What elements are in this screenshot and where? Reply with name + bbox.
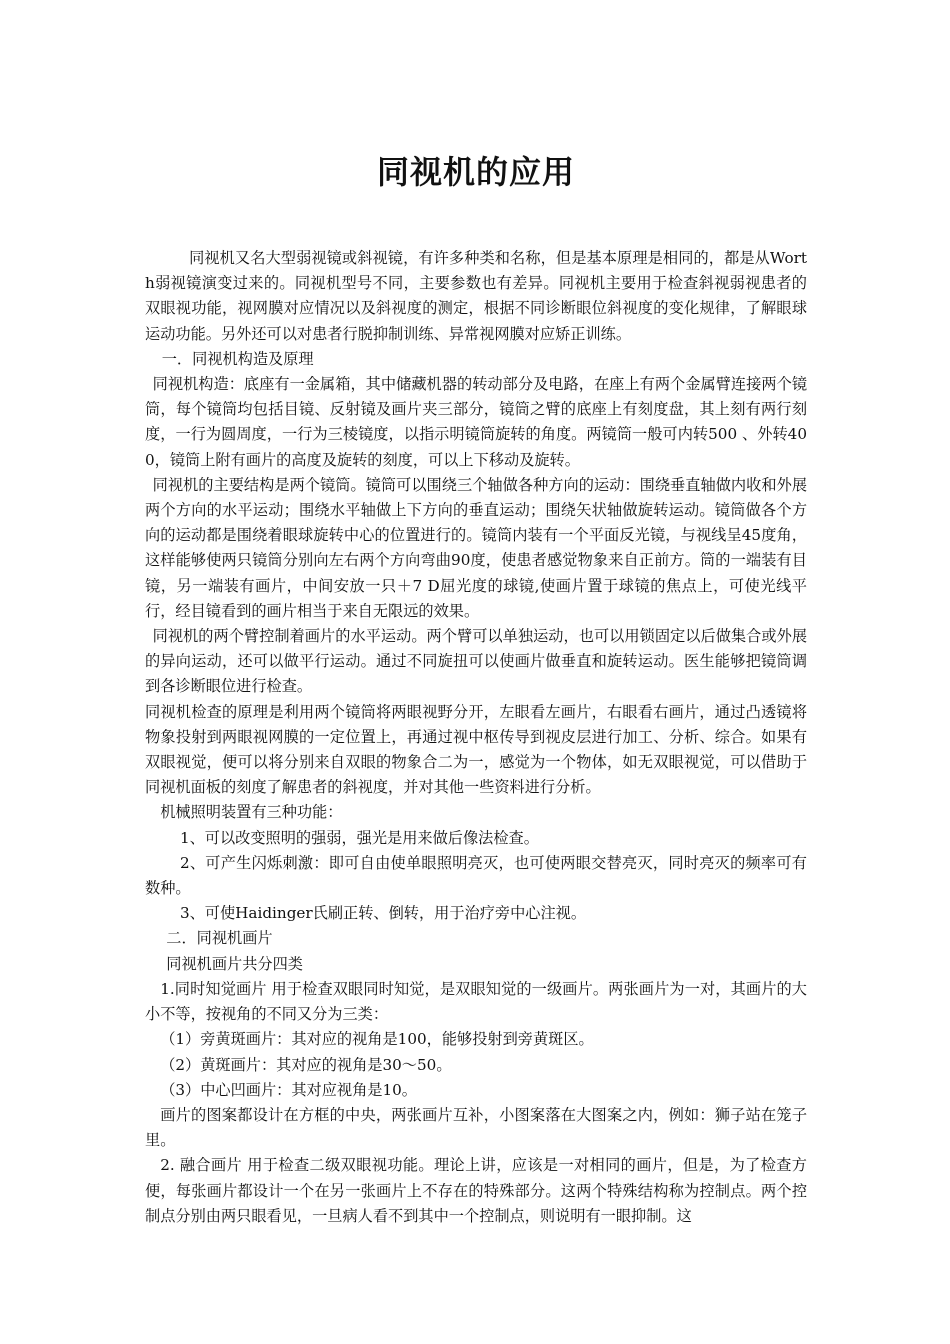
list-item-lighting-1: 1、可以改变照明的强弱，强光是用来做后像法检查。 <box>179 828 539 847</box>
paragraph-lighting: 机械照明装置有三种功能： <box>160 803 343 822</box>
paragraph-structure: 同视机构造：底座有一金属箱，其中储藏机器的转动部分及电路，在座上有两个金属臂连接两个镜筒，每个镜筒均包括目镜、反射镜及画片夹三部分，镜筒之臂的底座上有刻度盘，其上刻有两行刻度，一行为圆周度，一行为三棱镜度，以指示明镜筒旋转的角度。两镜筒一般可内转500 、外转400，镜筒上附有画片的高度及旋转的刻度，可以上下移动及旋转。 <box>145 375 807 469</box>
section-heading-1: 一．同视机构造及原理 <box>161 349 314 368</box>
section-heading-2: 二．同视机画片 <box>166 929 273 948</box>
paragraph-main-structure: 同视机的主要结构是两个镜筒。镜筒可以围绕三个轴做各种方向的运动：围绕垂直轴做内收和外展两个方向的水平运动；围绕水平轴做上下方向的垂直运动；围绕矢状轴做旋转运动。镜筒做各个方向的运动都是围绕着眼球旋转中心的位置进行的。镜筒内装有一个平面反光镜，与视线呈45度角，这样能够使两只镜筒分别向左右两个方向弯曲90度，使患者感觉物象来自正前方。筒的一端装有目镜，另一端装有画片，中间安放一只＋7 D屈光度的球镜,使画片置于球镜的焦点上，可使光线平行，经目镜看到的画片相当于来自无限远的效果。 <box>145 475 807 620</box>
list-item-lighting-3: 3、可使Haidinger氏刷正转、倒转，用于治疗旁中心注视。 <box>179 904 587 923</box>
paragraph-fusion-slides: 2. 融合画片 用于检查二级双眼视功能。理论上讲，应该是一对相同的画片，但是，为了检查方便，每张画片都设计一个在另一张画片上不存在的特殊部分。这两个特殊结构称为控制点。两个控制点分别由两只眼看见，一旦病人看不到其中一个控制点，则说明有一眼抑制。这 <box>145 1156 807 1225</box>
document-page <box>145 150 807 1229</box>
list-item-macular: （2）黄斑画片：其对应的视角是30～50。 <box>160 1055 452 1074</box>
list-item-lighting-2: 2、可产生闪烁刺激：即可自由使单眼照明亮灭，也可使两眼交替亮灭，同时亮灭的频率可有数种。 <box>145 853 807 898</box>
paragraph-arms: 同视机的两个臂控制着画片的水平运动。两个臂可以单独运动，也可以用锁固定以后做集合或外展的异向运动，还可以做平行运动。通过不同旋扭可以使画片做垂直和旋转运动。医生能够把镜筒调到各诊断眼位进行检查。 <box>145 627 807 696</box>
paragraph-simultaneous-perception: 1.同时知觉画片 用于检查双眼同时知觉，是双眼知觉的一级画片。两张画片为一对，其画片的大小不等，按视角的不同又分为三类： <box>145 979 807 1024</box>
document-title: 同视机的应用 <box>376 153 575 191</box>
paragraph-slide-types: 同视机画片共分四类 <box>166 954 303 973</box>
list-item-foveal: （3）中心凹画片：其对应视角是10。 <box>160 1080 417 1099</box>
paragraph-slide-design: 画片的图案都设计在方框的中央，两张画片互补，小图案落在大图案之内，例如：狮子站在笼子里。 <box>145 1105 807 1150</box>
paragraph-principle: 同视机检查的原理是利用两个镜筒将两眼视野分开，左眼看左画片，右眼看右画片，通过凸透镜将物象投射到两眼视网膜的一定位置上，再通过视中枢传导到视皮层进行加工、分析、综合。如果有双眼视觉，便可以将分别来自双眼的物象合二为一，感觉为一个物体，如无双眼视觉，可以借助于同视机面板的刻度了解患者的斜视度，并对其他一些资料进行分析。 <box>145 702 807 797</box>
list-item-paramacular: （1）旁黄斑画片：其对应的视角是100，能够投射到旁黄斑区。 <box>160 1030 594 1049</box>
paragraph-intro: 同视机又名大型弱视镜或斜视镜，有许多种类和名称，但是基本原理是相同的，都是从Worth弱视镜演变过来的。同视机型号不同，主要参数也有差异。同视机主要用于检查斜视弱视患者的双眼视功能，视网膜对应情况以及斜视度的测定，根据不同诊断眼位斜视度的变化规律，了解眼球运动功能。另外还可以对患者行脱抑制训练、异常视网膜对应矫正训练。 <box>145 249 807 343</box>
